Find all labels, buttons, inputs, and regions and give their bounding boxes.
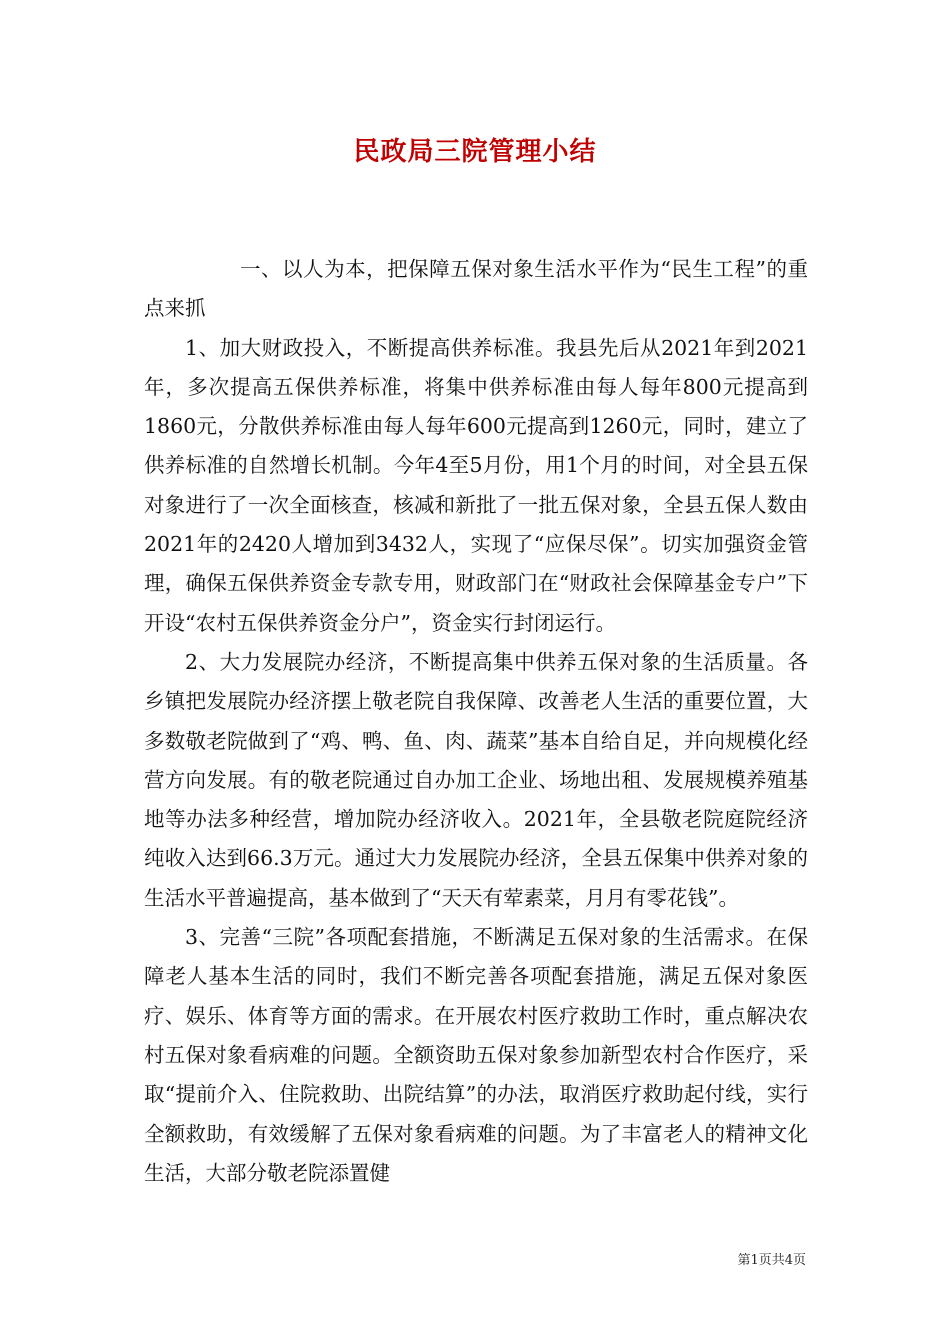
document-title: 民政局三院管理小结 [353, 137, 597, 167]
page-number: 第1页共4页 [737, 1253, 806, 1268]
section-heading: 一、以人为本，把保障五保对象生活水平作为“民生工程”的重点来抓 [144, 257, 808, 321]
paragraph-3: 3、完善“三院”各项配套措施，不断满足五保对象的生活需求。在保障老人基本生活的同时，我们不断完善各项配套措施，满足五保对象医疗、娱乐、体育等方面的需求。在开展农村医疗救助工作时，重点解决农村五保对象看病难的问题。全额资助五保对象参加新型农村合作医疗，采取“提前介入、住院救助、出院结算”的办法，取消医疗救助起付线，实行全额救助，有效缓解了五保对象看病难的问题。为了丰富老人的精神文化生活，大部分敬老院添置健 [144, 925, 808, 1185]
document-body [144, 250, 808, 1193]
paragraph-1: 1、加大财政投入，不断提高供养标准。我县先后从2021年到2021年，多次提高五保供养标准，将集中供养标准由每人每年800元提高到1860元，分散供养标准由每人每年600元提高到1260元，同时，建立了供养标准的自然增长机制。今年4至5月份，用1个月的时间，对全县五保对象进行了一次全面核查，核减和新批了一批五保对象，全县五保人数由2021年的2420人增加到3432人，实现了“应保尽保”。切实加强资金管理，确保五保供养资金专款专用，财政部门在“财政社会保障基金专户”下开设“农村五保供养资金分户”，资金实行封闭运行。 [144, 335, 808, 635]
paragraph-2: 2、大力发展院办经济，不断提高集中供养五保对象的生活质量。各乡镇把发展院办经济摆上敬老院自我保障、改善老人生活的重要位置，大多数敬老院做到了“鸡、鸭、鱼、肉、蔬菜”基本自给自足，并向规模化经营方向发展。有的敬老院通过自办加工企业、场地出租、发展规模养殖基地等办法多种经营，增加院办经济收入。2021年，全县敬老院庭院经济纯收入达到66.3万元。通过大力发展院办经济，全县五保集中供养对象的生活水平普遍提高，基本做到了“天天有荤素菜，月月有零花钱”。 [144, 649, 808, 910]
